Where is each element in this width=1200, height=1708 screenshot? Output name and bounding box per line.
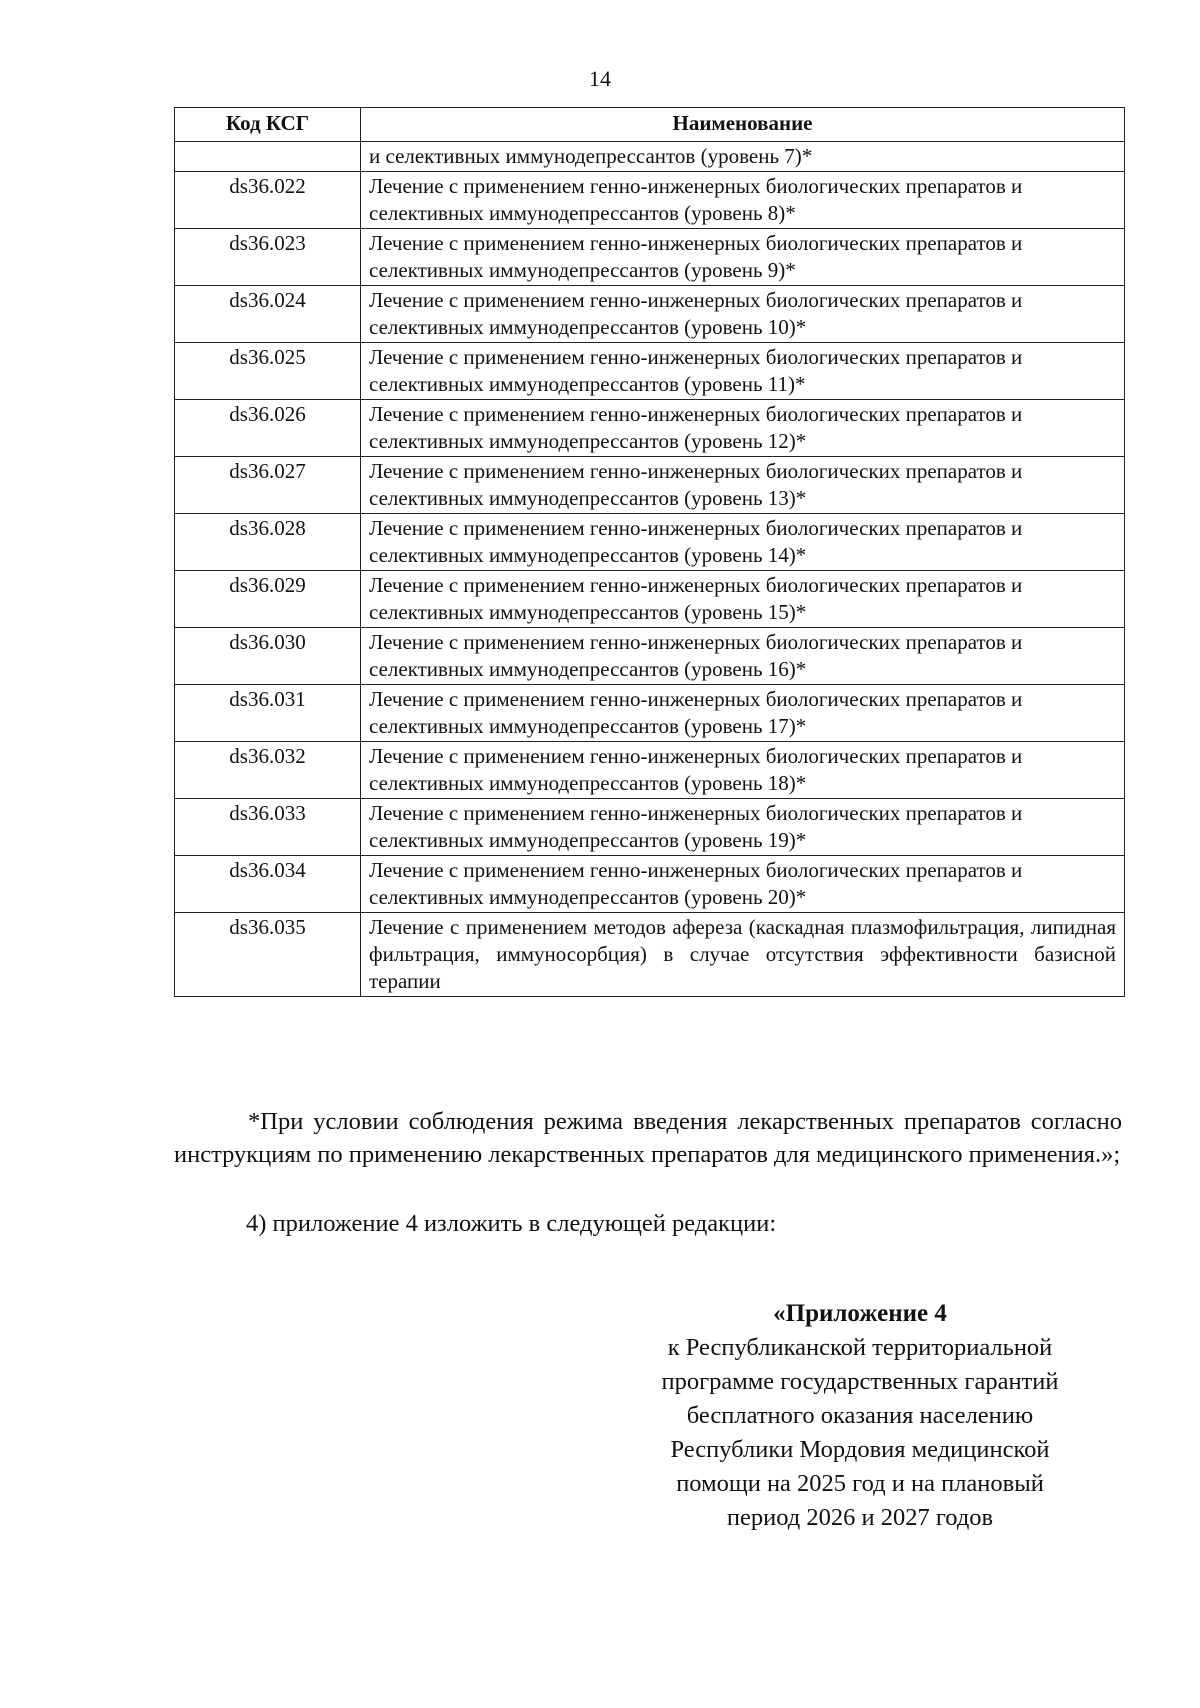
footnote: *При условии соблюдения режима введения лекарственных препаратов согласно инструкциям по применению лекарственных препаратов для медицинского применения.»; [174,1108,1122,1168]
table-cell-code-empty [175,142,361,172]
table-cell-name: Лечение с применением генно-инженерных биологических препаратов и селективных иммунодепрессантов (уровень 17)* [361,685,1125,742]
table-cell-name: Лечение с применением генно-инженерных биологических препаратов и селективных иммунодепрессантов (уровень 15)* [361,571,1125,628]
table-cell-code: ds36.023 [175,229,361,286]
table-cell-name: Лечение с применением генно-инженерных биологических препаратов и селективных иммунодепрессантов (уровень 8)* [361,172,1125,229]
table-cell-code: ds36.026 [175,400,361,457]
table-cell-name: Лечение с применением методов афереза (каскадная плазмофильтрация, липидная фильтрация, иммуносорбция) в случае отсутствия эффективности базисной терапии [361,913,1125,997]
table-cell-code: ds36.027 [175,457,361,514]
table-row [175,856,1125,913]
table-row [175,685,1125,742]
table-row [175,457,1125,514]
appendix-line: к Республиканской территориальной [667,1334,1053,1361]
table-cell-code: ds36.024 [175,286,361,343]
table-row [175,742,1125,799]
table-row [175,172,1125,229]
table-cell-code: ds36.032 [175,742,361,799]
appendix-line: помощи на 2025 год и на плановый [676,1470,1044,1497]
table-cell-name: Лечение с применением генно-инженерных биологических препаратов и селективных иммунодепрессантов (уровень 13)* [361,457,1125,514]
table-row [175,571,1125,628]
table-cell-code: ds36.022 [175,172,361,229]
table-cell-code: ds36.035 [175,913,361,997]
table-cell-name: Лечение с применением генно-инженерных биологических препаратов и селективных иммунодепрессантов (уровень 11)* [361,343,1125,400]
appendix-heading [610,1297,1110,1535]
table-cell-name: Лечение с применением генно-инженерных биологических препаратов и селективных иммунодепрессантов (уровень 10)* [361,286,1125,343]
table-cell-name: Лечение с применением генно-инженерных биологических препаратов и селективных иммунодепрессантов (уровень 12)* [361,400,1125,457]
table-row [175,229,1125,286]
table-row [175,514,1125,571]
header-name: Наименование [361,108,1125,142]
table-cell-code: ds36.030 [175,628,361,685]
table-row [175,286,1125,343]
table-row [175,400,1125,457]
table-cell-name: Лечение с применением генно-инженерных биологических препаратов и селективных иммунодепрессантов (уровень 14)* [361,514,1125,571]
table-cell-name: Лечение с применением генно-инженерных биологических препаратов и селективных иммунодепрессантов (уровень 19)* [361,799,1125,856]
page-number: 14 [589,66,611,91]
table-cell-name: Лечение с применением генно-инженерных биологических препаратов и селективных иммунодепрессантов (уровень 18)* [361,742,1125,799]
table-header-row [175,108,1125,142]
appendix-line: бесплатного оказания населению [686,1402,1034,1429]
appendix-title: «Приложение 4 [773,1300,947,1327]
appendix-line: период 2026 и 2027 годов [726,1504,994,1531]
table-row [175,628,1125,685]
table-cell-name: Лечение с применением генно-инженерных биологических препаратов и селективных иммунодепрессантов (уровень 20)* [361,856,1125,913]
table-cell-name: и селективных иммунодепрессантов (уровень 7)* [361,142,1125,172]
table-row [175,799,1125,856]
table-cell-code: ds36.025 [175,343,361,400]
table-row [175,913,1125,997]
table-cell-name: Лечение с применением генно-инженерных биологических препаратов и селективных иммунодепрессантов (уровень 9)* [361,229,1125,286]
table-cell-code: ds36.033 [175,799,361,856]
table-cell-code: ds36.029 [175,571,361,628]
header-code: Код КСГ [175,108,361,142]
table-cell-code: ds36.031 [175,685,361,742]
table-cell-name: Лечение с применением генно-инженерных биологических препаратов и селективных иммунодепрессантов (уровень 16)* [361,628,1125,685]
table-row-continuation [175,142,1125,172]
appendix-line: Республики Мордовия медицинской [670,1436,1050,1463]
ksg-table [174,107,1125,997]
paragraph-4: 4) приложение 4 изложить в следующей редакции: [246,1210,777,1237]
table-row [175,343,1125,400]
table-cell-code: ds36.034 [175,856,361,913]
appendix-line: программе государственных гарантий [661,1368,1059,1395]
table-cell-code: ds36.028 [175,514,361,571]
